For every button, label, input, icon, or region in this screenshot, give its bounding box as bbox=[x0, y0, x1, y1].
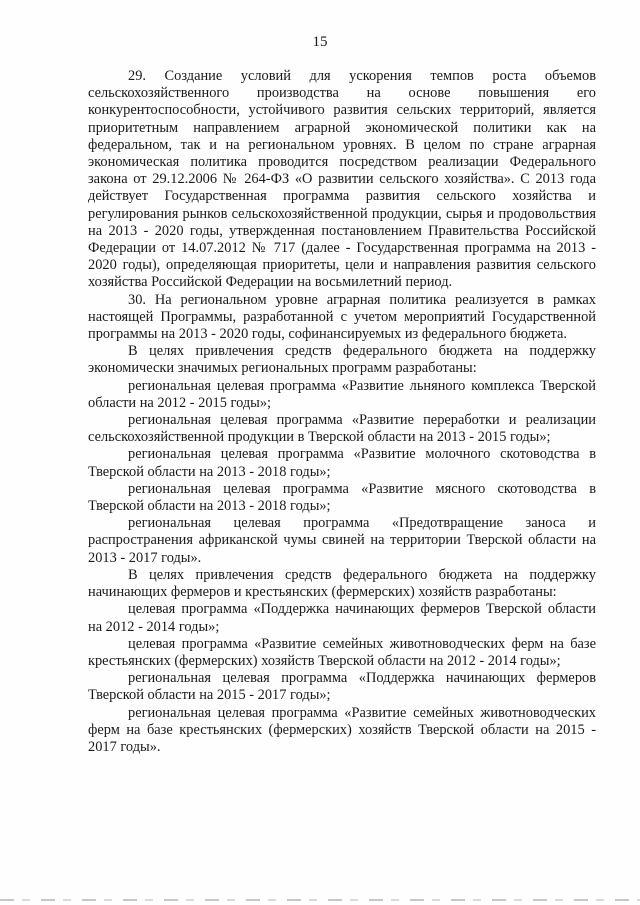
paragraph-federal-budget-farmers: В целях привлечения средств федерального бюджета на поддержку начинающих фермеров и крестьянских (фермерских) хозяйств разработаны: bbox=[88, 566, 596, 601]
list-item-processing-program: региональная целевая программа «Развитие переработки и реализации сельскохозяйственной продукции в Тверской области на 2013 - 2015 годы»; bbox=[88, 412, 596, 446]
paragraph-30: 30. На региональном уровне аграрная политика реализуется в рамках настоящей Программы, разработанной с учетом мероприятий Государственной программы на 2013 - 2020 годы, софинансируемых из федерального бюджета. bbox=[88, 291, 596, 343]
scan-edge-artifact bbox=[0, 899, 640, 901]
list-item-novice-farmers-2015: региональная целевая программа «Поддержка начинающих фермеров Тверской области на 2015 - 2017 годы»; bbox=[88, 670, 596, 704]
list-item-family-farms-2012: целевая программа «Развитие семейных животноводческих ферм на базе крестьянских (фермерских) хозяйств Тверской области на 2012 - 2014 годы»; bbox=[88, 635, 596, 669]
list-item-family-farms-2015: региональная целевая программа «Развитие семейных животноводческих ферм на базе крестьянских (фермерских) хозяйств Тверской области на 2015 - 2017 годы». bbox=[88, 704, 596, 755]
paragraph-29: 29. Создание условий для ускорения темпов роста объемов сельскохозяйственного производства на основе повышения его конкурентоспособности, устойчивого развития сельских территорий, является приоритетным направлением аграрной экономической политики как на федеральном, так и на региональном уровнях. В целом по стране аграрная экономическая политика проводится посредством реализации Федерального закона от 29.12.2006 № 264-ФЗ «О развитии сельского хозяйства». С 2013 года действует Государственная программа развития сельского хозяйства и регулирования рынков сельскохозяйственной продукции, сырья и продовольствия на 2013 - 2020 годы, утвержденная постановлением Правительства Российской Федерации от 14.07.2012 № 717 (далее - Государственная программа на 2013 - 2020 годы), определяющая приоритеты, цели и направления развития сельского хозяйства Российской Федерации на восьмилетний период. bbox=[88, 68, 596, 291]
list-item-dairy-program: региональная целевая программа «Развитие молочного скотоводства в Тверской области на 2013 - 2018 годы»; bbox=[88, 446, 596, 480]
list-item-beef-program: региональная целевая программа «Развитие мясного скотоводства в Тверской области на 2013 - 2018 годы»; bbox=[88, 480, 596, 515]
list-item-novice-farmers-2012: целевая программа «Поддержка начинающих фермеров Тверской области на 2012 - 2014 годы»; bbox=[88, 601, 596, 635]
document-body bbox=[88, 68, 596, 756]
list-item-flax-program: региональная целевая программа «Развитие льняного комплекса Тверской области на 2012 - 2015 годы»; bbox=[88, 377, 596, 411]
page-number: 15 bbox=[312, 34, 328, 50]
list-item-swine-fever-program: региональная целевая программа «Предотвращение заноса и распространения африканской чумы свиней на территории Тверской области на 2013 - 2017 годы». bbox=[88, 515, 596, 566]
paragraph-federal-budget-regional: В целях привлечения средств федерального бюджета на поддержку экономически значимых региональных программ разработаны: bbox=[88, 343, 596, 377]
